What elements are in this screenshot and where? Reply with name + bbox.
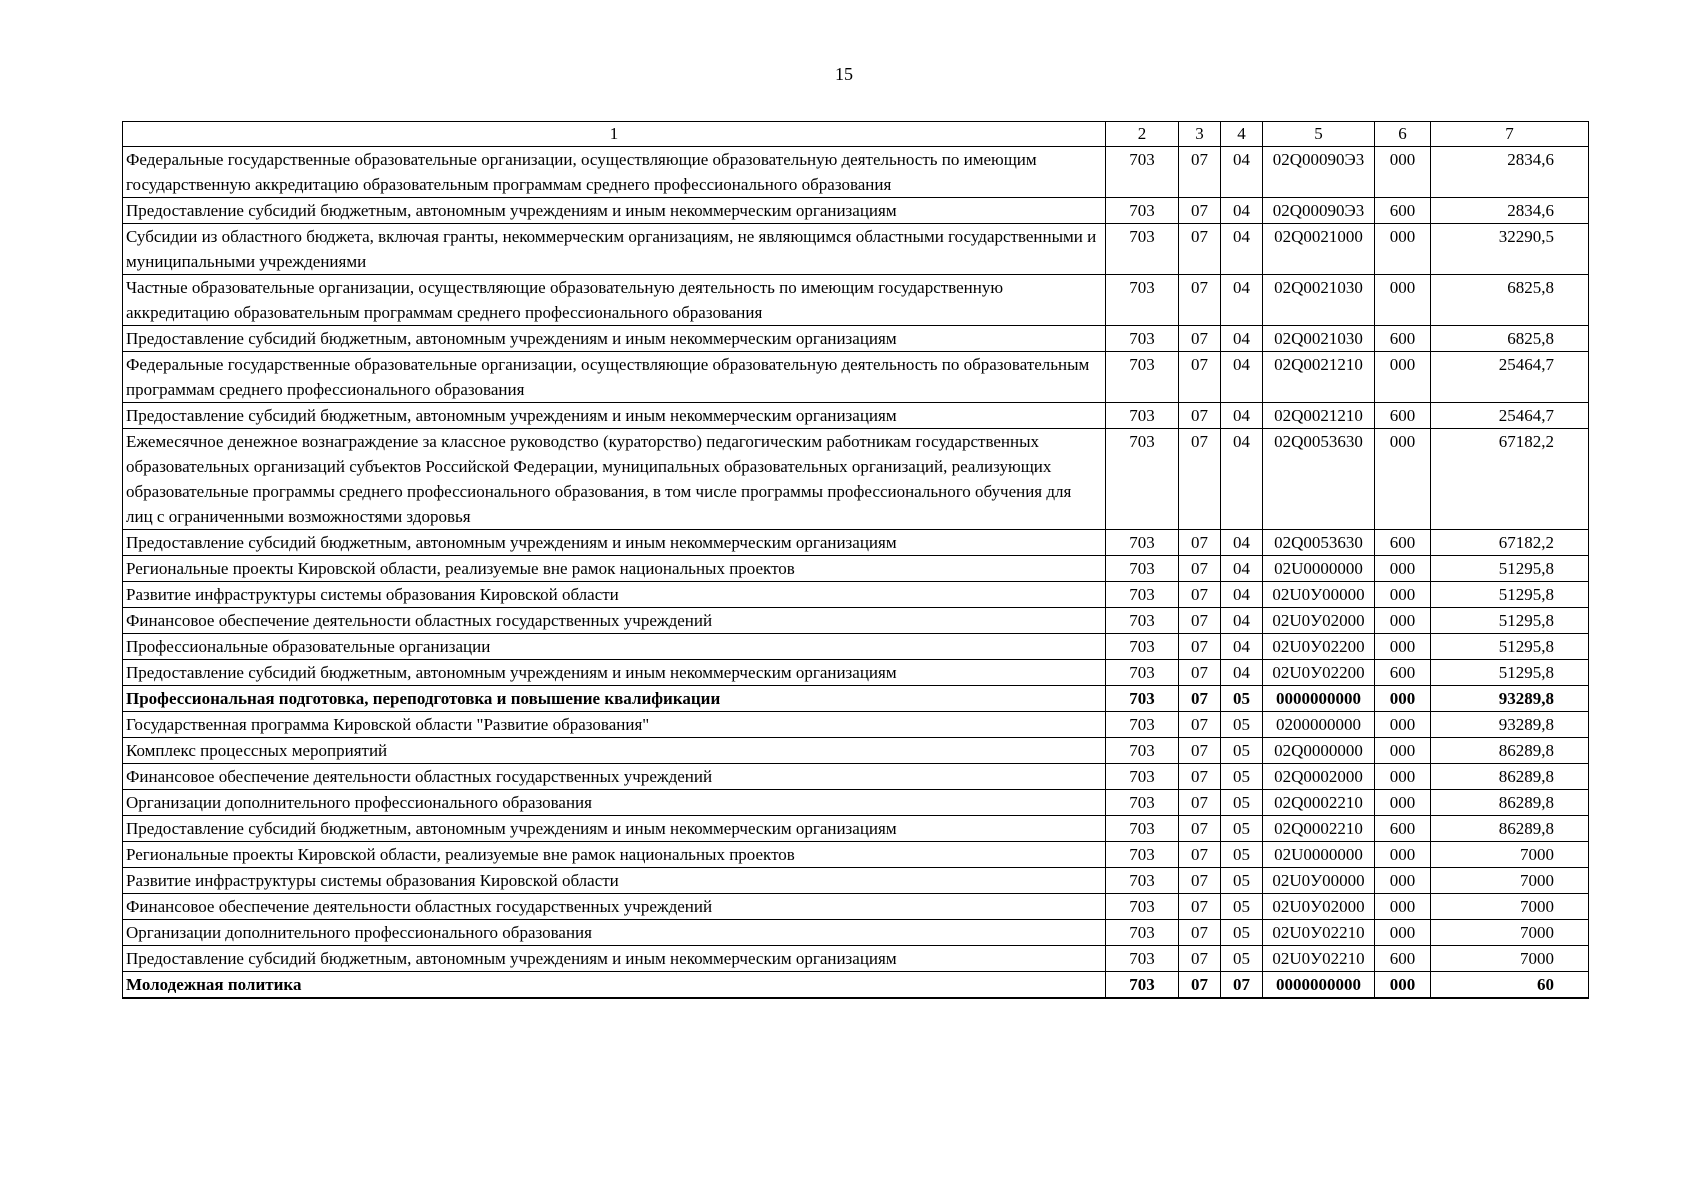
cell-subsection: 04	[1221, 352, 1263, 403]
cell-section: 07	[1179, 326, 1221, 352]
cell-expense-type: 000	[1375, 608, 1431, 634]
table-row	[123, 275, 1589, 326]
header-cell-4: 4	[1221, 122, 1263, 147]
cell-name: Финансовое обеспечение деятельности областных государственных учреждений	[123, 894, 1106, 920]
cell-admin-code: 703	[1106, 738, 1179, 764]
cell-expense-type: 600	[1375, 326, 1431, 352]
cell-expense-type: 000	[1375, 920, 1431, 946]
cell-amount: 51295,8	[1431, 634, 1589, 660]
cell-admin-code: 703	[1106, 582, 1179, 608]
cell-amount: 86289,8	[1431, 790, 1589, 816]
cell-section: 07	[1179, 530, 1221, 556]
cell-target-article: 02Q0021030	[1263, 275, 1375, 326]
cell-subsection: 05	[1221, 894, 1263, 920]
table-row	[123, 326, 1589, 352]
cell-subsection: 07	[1221, 972, 1263, 999]
cell-name: Региональные проекты Кировской области, реализуемые вне рамок национальных проектов	[123, 842, 1106, 868]
cell-name: Государственная программа Кировской области "Развитие образования"	[123, 712, 1106, 738]
cell-expense-type: 000	[1375, 224, 1431, 275]
table-row	[123, 582, 1589, 608]
cell-target-article: 02Q00090Э3	[1263, 147, 1375, 198]
cell-target-article: 02Q0002210	[1263, 790, 1375, 816]
cell-subsection: 04	[1221, 556, 1263, 582]
cell-admin-code: 703	[1106, 868, 1179, 894]
cell-expense-type: 000	[1375, 556, 1431, 582]
cell-amount: 6825,8	[1431, 326, 1589, 352]
cell-section: 07	[1179, 429, 1221, 530]
cell-name: Организации дополнительного профессионального образования	[123, 920, 1106, 946]
cell-name: Федеральные государственные образовательные организации, осуществляющие образовательную деятельность по образовательным программам среднего профессионального образования	[123, 352, 1106, 403]
cell-section: 07	[1179, 686, 1221, 712]
cell-admin-code: 703	[1106, 946, 1179, 972]
cell-amount: 25464,7	[1431, 352, 1589, 403]
cell-amount: 86289,8	[1431, 738, 1589, 764]
cell-target-article: 02U0У02210	[1263, 946, 1375, 972]
cell-subsection: 05	[1221, 712, 1263, 738]
cell-subsection: 05	[1221, 816, 1263, 842]
cell-name: Предоставление субсидий бюджетным, автономным учреждениям и иным некоммерческим организациям	[123, 816, 1106, 842]
cell-subsection: 05	[1221, 738, 1263, 764]
cell-subsection: 04	[1221, 198, 1263, 224]
cell-admin-code: 703	[1106, 608, 1179, 634]
cell-admin-code: 703	[1106, 224, 1179, 275]
cell-admin-code: 703	[1106, 352, 1179, 403]
table-row	[123, 842, 1589, 868]
header-row	[123, 122, 1589, 147]
cell-name: Развитие инфраструктуры системы образования Кировской области	[123, 582, 1106, 608]
cell-target-article: 02Q0021210	[1263, 352, 1375, 403]
cell-target-article: 02U0У02000	[1263, 894, 1375, 920]
cell-subsection: 05	[1221, 946, 1263, 972]
cell-admin-code: 703	[1106, 556, 1179, 582]
cell-target-article: 02Q0021210	[1263, 403, 1375, 429]
cell-section: 07	[1179, 582, 1221, 608]
table-row	[123, 946, 1589, 972]
header-cell-2: 2	[1106, 122, 1179, 147]
cell-name: Субсидии из областного бюджета, включая гранты, некоммерческим организациям, не являющимся областными государственными и муниципальными учреждениями	[123, 224, 1106, 275]
cell-subsection: 05	[1221, 842, 1263, 868]
cell-target-article: 02Q00090Э3	[1263, 198, 1375, 224]
cell-admin-code: 703	[1106, 790, 1179, 816]
cell-subsection: 05	[1221, 868, 1263, 894]
cell-target-article: 02Q0021030	[1263, 326, 1375, 352]
cell-section: 07	[1179, 816, 1221, 842]
cell-name: Комплекс процессных мероприятий	[123, 738, 1106, 764]
cell-amount: 51295,8	[1431, 582, 1589, 608]
cell-name: Финансовое обеспечение деятельности областных государственных учреждений	[123, 764, 1106, 790]
table-row	[123, 224, 1589, 275]
cell-target-article: 02U0У00000	[1263, 582, 1375, 608]
table-row	[123, 686, 1589, 712]
table-row	[123, 147, 1589, 198]
cell-amount: 51295,8	[1431, 660, 1589, 686]
table-row	[123, 352, 1589, 403]
cell-section: 07	[1179, 634, 1221, 660]
cell-admin-code: 703	[1106, 660, 1179, 686]
cell-amount: 51295,8	[1431, 608, 1589, 634]
cell-subsection: 04	[1221, 530, 1263, 556]
cell-name: Предоставление субсидий бюджетным, автономным учреждениям и иным некоммерческим организациям	[123, 403, 1106, 429]
cell-section: 07	[1179, 556, 1221, 582]
table-row	[123, 712, 1589, 738]
cell-admin-code: 703	[1106, 275, 1179, 326]
cell-subsection: 04	[1221, 429, 1263, 530]
cell-amount: 6825,8	[1431, 275, 1589, 326]
table-row	[123, 429, 1589, 530]
table-row	[123, 403, 1589, 429]
cell-name: Развитие инфраструктуры системы образования Кировской области	[123, 868, 1106, 894]
cell-target-article: 02Q0002210	[1263, 816, 1375, 842]
cell-section: 07	[1179, 660, 1221, 686]
cell-name: Профессиональные образовательные организации	[123, 634, 1106, 660]
table-row	[123, 790, 1589, 816]
cell-subsection: 04	[1221, 275, 1263, 326]
cell-admin-code: 703	[1106, 894, 1179, 920]
cell-subsection: 05	[1221, 764, 1263, 790]
cell-expense-type: 000	[1375, 147, 1431, 198]
cell-target-article: 02U0У00000	[1263, 868, 1375, 894]
cell-admin-code: 703	[1106, 429, 1179, 530]
cell-target-article: 0000000000	[1263, 972, 1375, 999]
table-row	[123, 894, 1589, 920]
table-row	[123, 816, 1589, 842]
cell-target-article: 02Q0053630	[1263, 429, 1375, 530]
cell-subsection: 05	[1221, 920, 1263, 946]
cell-admin-code: 703	[1106, 816, 1179, 842]
cell-section: 07	[1179, 972, 1221, 999]
header-cell-5: 5	[1263, 122, 1375, 147]
table-row	[123, 972, 1589, 999]
cell-expense-type: 000	[1375, 712, 1431, 738]
cell-section: 07	[1179, 224, 1221, 275]
table-row	[123, 556, 1589, 582]
cell-expense-type: 000	[1375, 582, 1431, 608]
cell-amount: 51295,8	[1431, 556, 1589, 582]
cell-amount: 7000	[1431, 842, 1589, 868]
budget-table	[122, 121, 1589, 999]
cell-admin-code: 703	[1106, 530, 1179, 556]
table-row	[123, 634, 1589, 660]
cell-expense-type: 000	[1375, 842, 1431, 868]
cell-name: Предоставление субсидий бюджетным, автономным учреждениям и иным некоммерческим организациям	[123, 198, 1106, 224]
cell-expense-type: 000	[1375, 352, 1431, 403]
cell-amount: 7000	[1431, 894, 1589, 920]
cell-section: 07	[1179, 868, 1221, 894]
cell-expense-type: 600	[1375, 816, 1431, 842]
cell-section: 07	[1179, 198, 1221, 224]
cell-expense-type: 600	[1375, 403, 1431, 429]
cell-subsection: 04	[1221, 582, 1263, 608]
cell-expense-type: 600	[1375, 198, 1431, 224]
cell-target-article: 02U0000000	[1263, 556, 1375, 582]
cell-section: 07	[1179, 790, 1221, 816]
cell-section: 07	[1179, 352, 1221, 403]
cell-section: 07	[1179, 946, 1221, 972]
table-row	[123, 198, 1589, 224]
cell-section: 07	[1179, 920, 1221, 946]
cell-name: Ежемесячное денежное вознаграждение за классное руководство (кураторство) педагогическим работникам государственных образовательных организаций субъектов Российской Федерации, муниципальных образовательных организаций, реализующих образовательные программы среднего профессионального образования, в том числе программы профессионального обучения для лиц с ограниченными возможностями здоровья	[123, 429, 1106, 530]
cell-amount: 86289,8	[1431, 764, 1589, 790]
cell-target-article: 02U0000000	[1263, 842, 1375, 868]
cell-section: 07	[1179, 147, 1221, 198]
cell-expense-type: 000	[1375, 790, 1431, 816]
cell-section: 07	[1179, 894, 1221, 920]
cell-subsection: 04	[1221, 224, 1263, 275]
cell-target-article: 02U0У02200	[1263, 634, 1375, 660]
cell-admin-code: 703	[1106, 764, 1179, 790]
cell-subsection: 04	[1221, 634, 1263, 660]
cell-expense-type: 600	[1375, 530, 1431, 556]
cell-admin-code: 703	[1106, 403, 1179, 429]
header-cell-3: 3	[1179, 122, 1221, 147]
cell-target-article: 0200000000	[1263, 712, 1375, 738]
cell-admin-code: 703	[1106, 686, 1179, 712]
cell-target-article: 02U0У02000	[1263, 608, 1375, 634]
cell-expense-type: 000	[1375, 894, 1431, 920]
cell-expense-type: 000	[1375, 738, 1431, 764]
cell-amount: 7000	[1431, 946, 1589, 972]
cell-section: 07	[1179, 738, 1221, 764]
cell-amount: 60	[1431, 972, 1589, 999]
cell-expense-type: 000	[1375, 764, 1431, 790]
cell-amount: 67182,2	[1431, 429, 1589, 530]
cell-name: Предоставление субсидий бюджетным, автономным учреждениям и иным некоммерческим организациям	[123, 946, 1106, 972]
cell-admin-code: 703	[1106, 326, 1179, 352]
cell-target-article: 0000000000	[1263, 686, 1375, 712]
cell-amount: 93289,8	[1431, 686, 1589, 712]
cell-name: Молодежная политика	[123, 972, 1106, 999]
cell-name: Предоставление субсидий бюджетным, автономным учреждениям и иным некоммерческим организациям	[123, 326, 1106, 352]
cell-name: Федеральные государственные образовательные организации, осуществляющие образовательную деятельность по имеющим государственную аккредитацию образовательным программам среднего профессионального образования	[123, 147, 1106, 198]
cell-admin-code: 703	[1106, 634, 1179, 660]
cell-amount: 25464,7	[1431, 403, 1589, 429]
cell-amount: 93289,8	[1431, 712, 1589, 738]
cell-admin-code: 703	[1106, 842, 1179, 868]
table-row	[123, 608, 1589, 634]
table-row	[123, 738, 1589, 764]
cell-amount: 86289,8	[1431, 816, 1589, 842]
cell-section: 07	[1179, 275, 1221, 326]
cell-expense-type: 000	[1375, 972, 1431, 999]
cell-expense-type: 000	[1375, 634, 1431, 660]
cell-expense-type: 000	[1375, 868, 1431, 894]
cell-subsection: 04	[1221, 326, 1263, 352]
cell-target-article: 02U0У02210	[1263, 920, 1375, 946]
table-row	[123, 530, 1589, 556]
cell-admin-code: 703	[1106, 920, 1179, 946]
cell-amount: 2834,6	[1431, 147, 1589, 198]
cell-name: Частные образовательные организации, осуществляющие образовательную деятельность по имеющим государственную аккредитацию образовательным программам среднего профессионального образования	[123, 275, 1106, 326]
cell-name: Предоставление субсидий бюджетным, автономным учреждениям и иным некоммерческим организациям	[123, 660, 1106, 686]
cell-section: 07	[1179, 608, 1221, 634]
cell-amount: 67182,2	[1431, 530, 1589, 556]
cell-target-article: 02Q0000000	[1263, 738, 1375, 764]
cell-admin-code: 703	[1106, 972, 1179, 999]
cell-name: Профессиональная подготовка, переподготовка и повышение квалификации	[123, 686, 1106, 712]
cell-section: 07	[1179, 842, 1221, 868]
cell-expense-type: 000	[1375, 275, 1431, 326]
header-cell-7: 7	[1431, 122, 1589, 147]
cell-expense-type: 000	[1375, 686, 1431, 712]
cell-admin-code: 703	[1106, 198, 1179, 224]
cell-subsection: 04	[1221, 660, 1263, 686]
cell-expense-type: 600	[1375, 660, 1431, 686]
cell-section: 07	[1179, 403, 1221, 429]
cell-name: Предоставление субсидий бюджетным, автономным учреждениям и иным некоммерческим организациям	[123, 530, 1106, 556]
cell-amount: 7000	[1431, 868, 1589, 894]
table-row	[123, 660, 1589, 686]
cell-subsection: 04	[1221, 147, 1263, 198]
cell-subsection: 05	[1221, 686, 1263, 712]
table-row	[123, 764, 1589, 790]
header-cell-1: 1	[123, 122, 1106, 147]
cell-name: Региональные проекты Кировской области, реализуемые вне рамок национальных проектов	[123, 556, 1106, 582]
cell-amount: 7000	[1431, 920, 1589, 946]
cell-expense-type: 000	[1375, 429, 1431, 530]
header-cell-6: 6	[1375, 122, 1431, 147]
cell-amount: 32290,5	[1431, 224, 1589, 275]
cell-target-article: 02Q0021000	[1263, 224, 1375, 275]
cell-expense-type: 600	[1375, 946, 1431, 972]
cell-target-article: 02Q0002000	[1263, 764, 1375, 790]
table-body	[123, 147, 1589, 999]
cell-amount: 2834,6	[1431, 198, 1589, 224]
cell-section: 07	[1179, 764, 1221, 790]
cell-subsection: 04	[1221, 608, 1263, 634]
page-number: 15	[835, 64, 853, 84]
cell-name: Финансовое обеспечение деятельности областных государственных учреждений	[123, 608, 1106, 634]
cell-target-article: 02Q0053630	[1263, 530, 1375, 556]
cell-admin-code: 703	[1106, 147, 1179, 198]
cell-subsection: 04	[1221, 403, 1263, 429]
cell-name: Организации дополнительного профессионального образования	[123, 790, 1106, 816]
table-row	[123, 868, 1589, 894]
cell-subsection: 05	[1221, 790, 1263, 816]
cell-admin-code: 703	[1106, 712, 1179, 738]
cell-target-article: 02U0У02200	[1263, 660, 1375, 686]
table-row	[123, 920, 1589, 946]
cell-section: 07	[1179, 712, 1221, 738]
